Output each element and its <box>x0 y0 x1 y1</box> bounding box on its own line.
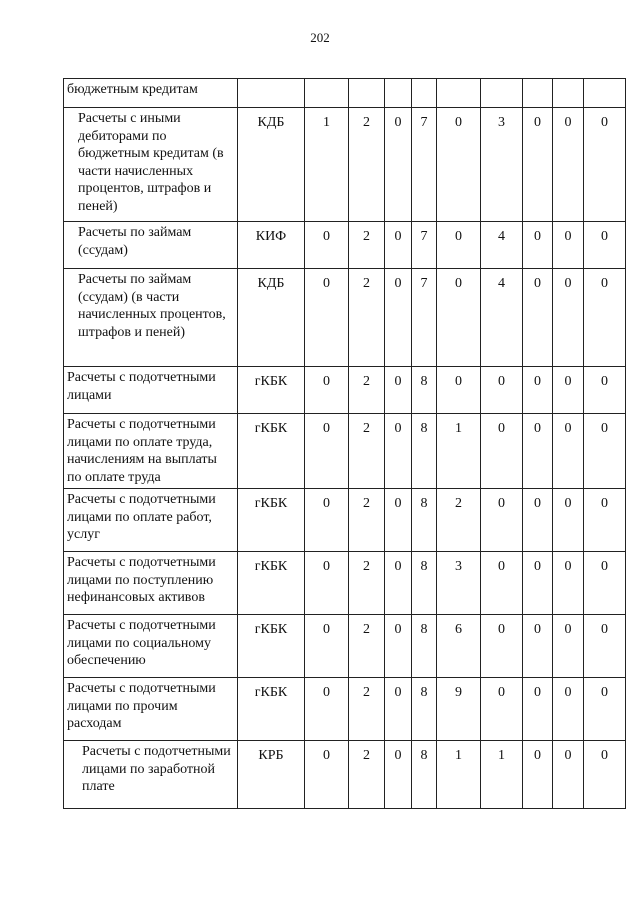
code-cell: КРБ <box>238 741 305 809</box>
account-digit-cell: 0 <box>584 489 626 552</box>
table-row <box>64 222 626 269</box>
account-digit-cell: 0 <box>385 414 412 489</box>
account-digit-cell: 0 <box>584 552 626 615</box>
account-digit-cell: 0 <box>305 489 349 552</box>
account-digit-cell: 0 <box>584 222 626 269</box>
account-name-cell: Расчеты с подотчетными лицами по прочим расходам <box>64 678 238 741</box>
account-digit-cell <box>437 79 481 108</box>
account-digit-cell: 0 <box>523 678 553 741</box>
account-digit-cell <box>349 79 385 108</box>
account-digit-cell: 0 <box>481 414 523 489</box>
account-digit-cell: 8 <box>412 615 437 678</box>
account-digit-cell: 0 <box>385 741 412 809</box>
account-digit-cell: 0 <box>523 108 553 222</box>
code-cell: КДБ <box>238 108 305 222</box>
account-digit-cell: 8 <box>412 552 437 615</box>
account-digit-cell: 0 <box>523 269 553 367</box>
account-digit-cell: 0 <box>481 367 523 414</box>
account-digit-cell <box>523 79 553 108</box>
account-digit-cell: 0 <box>437 222 481 269</box>
account-digit-cell: 0 <box>523 552 553 615</box>
account-digit-cell: 2 <box>349 108 385 222</box>
account-digit-cell: 0 <box>553 615 584 678</box>
account-digit-cell: 7 <box>412 222 437 269</box>
account-digit-cell: 8 <box>412 489 437 552</box>
account-digit-cell: 2 <box>349 269 385 367</box>
account-digit-cell: 0 <box>553 552 584 615</box>
account-digit-cell: 2 <box>437 489 481 552</box>
account-name-cell: Расчеты с подотчетными лицами по заработной плате <box>64 741 238 809</box>
account-digit-cell: 0 <box>437 269 481 367</box>
account-digit-cell: 3 <box>481 108 523 222</box>
code-cell <box>238 79 305 108</box>
account-digit-cell: 0 <box>523 489 553 552</box>
table-row <box>64 615 626 678</box>
account-digit-cell: 2 <box>349 615 385 678</box>
account-digit-cell: 0 <box>523 414 553 489</box>
account-digit-cell <box>305 79 349 108</box>
account-name-cell: Расчеты с подотчетными лицами <box>64 367 238 414</box>
account-digit-cell: 2 <box>349 489 385 552</box>
account-digit-cell: 0 <box>385 678 412 741</box>
account-digit-cell: 0 <box>584 741 626 809</box>
account-digit-cell: 0 <box>481 489 523 552</box>
account-digit-cell: 0 <box>481 678 523 741</box>
account-digit-cell: 0 <box>481 552 523 615</box>
account-digit-cell: 0 <box>305 269 349 367</box>
code-cell: КДБ <box>238 269 305 367</box>
account-name-cell: Расчеты по займам (ссудам) <box>64 222 238 269</box>
account-digit-cell: 0 <box>305 414 349 489</box>
account-digit-cell: 0 <box>553 489 584 552</box>
code-cell: гКБК <box>238 367 305 414</box>
code-cell: гКБК <box>238 414 305 489</box>
account-digit-cell: 0 <box>553 414 584 489</box>
account-digit-cell: 0 <box>385 552 412 615</box>
account-digit-cell <box>584 79 626 108</box>
account-digit-cell: 2 <box>349 367 385 414</box>
account-digit-cell: 0 <box>385 367 412 414</box>
account-digit-cell: 0 <box>523 367 553 414</box>
account-digit-cell: 1 <box>481 741 523 809</box>
account-digit-cell: 7 <box>412 108 437 222</box>
table-row <box>64 108 626 222</box>
account-digit-cell <box>553 79 584 108</box>
account-digit-cell <box>481 79 523 108</box>
account-digit-cell: 0 <box>553 222 584 269</box>
table-row <box>64 79 626 108</box>
account-digit-cell: 0 <box>523 615 553 678</box>
account-digit-cell: 0 <box>553 269 584 367</box>
account-name-cell: Расчеты с иными дебиторами по бюджетным кредитам (в части начисленных процентов, штрафов и пеней) <box>64 108 238 222</box>
account-digit-cell: 2 <box>349 741 385 809</box>
account-digit-cell: 0 <box>385 615 412 678</box>
account-digit-cell: 1 <box>437 741 481 809</box>
account-digit-cell: 0 <box>305 222 349 269</box>
account-digit-cell: 0 <box>553 741 584 809</box>
code-cell: КИФ <box>238 222 305 269</box>
table-row <box>64 552 626 615</box>
table-row <box>64 741 626 809</box>
account-digit-cell: 0 <box>305 552 349 615</box>
account-digit-cell: 8 <box>412 414 437 489</box>
account-digit-cell: 0 <box>584 367 626 414</box>
account-digit-cell: 0 <box>553 367 584 414</box>
account-digit-cell <box>385 79 412 108</box>
account-digit-cell: 2 <box>349 414 385 489</box>
account-digit-cell: 2 <box>349 222 385 269</box>
table-row <box>64 414 626 489</box>
account-digit-cell: 1 <box>305 108 349 222</box>
account-name-cell: Расчеты с подотчетными лицами по оплате труда, начислениям на выплаты по оплате труда <box>64 414 238 489</box>
account-digit-cell: 0 <box>385 108 412 222</box>
account-digit-cell: 0 <box>584 269 626 367</box>
account-digit-cell: 8 <box>412 741 437 809</box>
account-digit-cell: 0 <box>305 367 349 414</box>
code-cell: гКБК <box>238 489 305 552</box>
account-digit-cell: 2 <box>349 552 385 615</box>
account-digit-cell: 8 <box>412 367 437 414</box>
account-digit-cell: 0 <box>584 414 626 489</box>
account-digit-cell: 0 <box>584 678 626 741</box>
account-digit-cell: 0 <box>385 222 412 269</box>
account-digit-cell: 0 <box>437 367 481 414</box>
account-digit-cell: 2 <box>349 678 385 741</box>
account-digit-cell: 0 <box>437 108 481 222</box>
account-digit-cell: 0 <box>385 269 412 367</box>
account-digit-cell: 0 <box>305 678 349 741</box>
account-digit-cell: 6 <box>437 615 481 678</box>
account-digit-cell: 0 <box>481 615 523 678</box>
code-cell: гКБК <box>238 552 305 615</box>
account-digit-cell: 0 <box>385 489 412 552</box>
account-digit-cell: 9 <box>437 678 481 741</box>
account-digit-cell: 0 <box>553 678 584 741</box>
account-digit-cell: 0 <box>584 108 626 222</box>
account-name-cell: Расчеты с подотчетными лицами по социальному обеспечению <box>64 615 238 678</box>
account-digit-cell: 0 <box>523 222 553 269</box>
table-row <box>64 269 626 367</box>
account-name-cell: Расчеты по займам (ссудам) (в части начисленных процентов, штрафов и пеней) <box>64 269 238 367</box>
table-row <box>64 678 626 741</box>
account-digit-cell: 7 <box>412 269 437 367</box>
page-number: 202 <box>310 30 330 45</box>
table-row <box>64 367 626 414</box>
account-digit-cell: 8 <box>412 678 437 741</box>
account-digit-cell <box>412 79 437 108</box>
code-cell: гКБК <box>238 615 305 678</box>
account-digit-cell: 3 <box>437 552 481 615</box>
account-digit-cell: 0 <box>553 108 584 222</box>
accounts-table <box>63 78 626 809</box>
account-digit-cell: 4 <box>481 222 523 269</box>
account-digit-cell: 0 <box>584 615 626 678</box>
account-name-cell: Расчеты с подотчетными лицами по оплате работ, услуг <box>64 489 238 552</box>
account-digit-cell: 0 <box>305 615 349 678</box>
account-digit-cell: 0 <box>523 741 553 809</box>
code-cell: гКБК <box>238 678 305 741</box>
table-row <box>64 489 626 552</box>
account-digit-cell: 0 <box>305 741 349 809</box>
account-digit-cell: 1 <box>437 414 481 489</box>
account-name-cell: бюджетным кредитам <box>64 79 238 108</box>
account-digit-cell: 4 <box>481 269 523 367</box>
account-name-cell: Расчеты с подотчетными лицами по поступлению нефинансовых активов <box>64 552 238 615</box>
